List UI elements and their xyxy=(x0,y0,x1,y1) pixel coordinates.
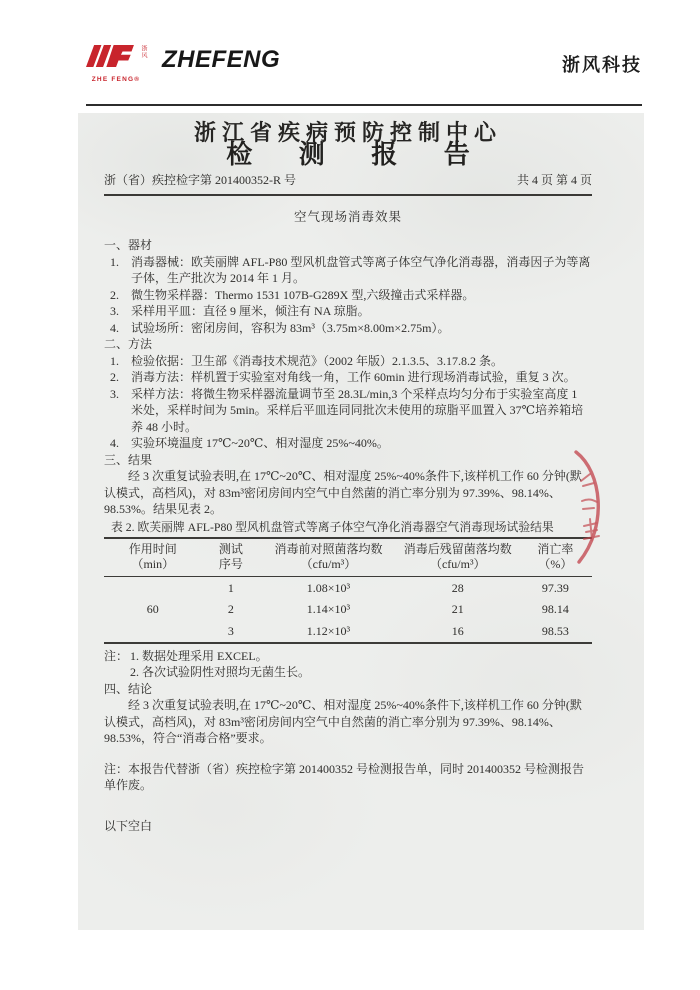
list-item xyxy=(110,320,592,337)
cell-before: 1.12×10³ xyxy=(306,623,351,638)
item-number: 1. xyxy=(110,353,119,368)
col-header-after: 消毒后残留菌落均数 （cfu/m³） xyxy=(397,538,519,577)
table-notes xyxy=(104,648,592,681)
notes-label: 注： xyxy=(104,648,129,663)
item-text: 消毒方法：样机置于实验室对角线一角，工作 60min 进行现场消毒试验，重复 3 次。 xyxy=(131,370,576,384)
cell-rate: 98.53 xyxy=(541,623,569,638)
section-result-heading: 三、结果 xyxy=(104,452,153,467)
cell-test-no: 1 xyxy=(227,580,234,595)
col-header-time: 作用时间 （min） xyxy=(104,538,202,577)
scanned-document xyxy=(78,113,644,930)
report-subject: 空气现场消毒效果 xyxy=(293,209,402,224)
note-item: 2. 各次试验阴性对照均无菌生长。 xyxy=(130,665,311,679)
cell-rate: 98.14 xyxy=(541,602,569,616)
list-item xyxy=(110,254,592,287)
letterhead-divider xyxy=(86,104,642,106)
logo-vertical-text: 浙风 xyxy=(140,45,146,60)
zhefeng-logo-icon xyxy=(86,44,138,76)
table-caption: 表 2. 欧芙丽牌 AFL-P80 型风机盘管式等离子体空气净化消毒器空气消毒现场试验结果 xyxy=(111,519,554,534)
table-header-row xyxy=(104,538,592,577)
cell-test-no: 3 xyxy=(227,623,234,638)
zhefeng-logo xyxy=(86,44,146,84)
section-method-heading: 二、方法 xyxy=(104,337,153,351)
list-item xyxy=(110,435,592,452)
col-header-rate: 消亡率 （%） xyxy=(519,538,592,577)
item-number: 2. xyxy=(110,287,119,302)
conclusion-paragraph: 经 3 次重复试验表明,在 17℃~20℃、相对湿度 25%~40%条件下,该样机工作 60 分钟(默认模式，高档风)，对 83m³密闭房间内空气中自然菌的消亡率分别为 97.39%、98.14%、98.53%，符合“消毒合格”要求。 xyxy=(104,698,582,745)
end-of-report-marker: 以下空白 xyxy=(104,818,153,833)
list-item xyxy=(110,386,592,436)
item-number: 3. xyxy=(110,304,119,318)
document-number: 浙（省）疾控检字第 201400352-R 号 xyxy=(104,173,297,187)
item-text: 微生物采样器：Thermo 1531 107B-G289X 型,六级撞击式采样器。 xyxy=(131,287,475,302)
item-number: 1. xyxy=(110,254,119,269)
cell-after: 16 xyxy=(451,623,464,638)
cell-before: 1.08×10³ xyxy=(306,580,351,595)
cell-after: 28 xyxy=(451,580,464,595)
item-number: 2. xyxy=(110,370,119,384)
logo-caption: ZHE FENG® xyxy=(91,76,141,84)
item-text: 检验依据：卫生部《消毒技术规范》（2002 年版）2.1.3.5、3.17.8.2 条。 xyxy=(131,353,504,368)
item-text: 消毒器械：欧芙丽牌 AFL-P80 型风机盘管式等离子体空气净化消毒器，消毒因子为等离子体，生产批次为 2014 年 1 月。 xyxy=(131,254,591,285)
pagination: 共 4 页 第 4 页 xyxy=(516,173,592,187)
cell-rate: 97.39 xyxy=(541,580,569,595)
report-body xyxy=(78,113,644,834)
item-text: 采样用平皿：直径 9 厘米，倾注有 NA 琼脂。 xyxy=(131,304,370,318)
document-number-row xyxy=(104,172,592,196)
cell-test-no: 2 xyxy=(227,602,234,616)
cell-after: 21 xyxy=(451,602,464,616)
brand-wordmark: ZHEFENG xyxy=(162,46,281,74)
list-item xyxy=(110,303,592,320)
company-name-cn: 浙风科技 xyxy=(562,55,642,75)
list-item xyxy=(110,353,592,370)
cell-before: 1.14×10³ xyxy=(306,602,351,616)
item-text: 采样方法：将微生物采样器流量调节至 28.3L/min,3 个采样点均匀分布于实验室高度 1 米处，采样时间为 5min。采样后平皿连同同批次未使用的琼脂平皿置入 37℃培养箱培养 48 小时。 xyxy=(131,386,584,434)
col-header-before: 消毒前对照菌落均数 （cfu/m³） xyxy=(260,538,397,577)
issuing-organization: 浙江省疾病预防控制中心 xyxy=(193,120,502,145)
section-apparatus-heading: 一、器材 xyxy=(104,238,153,252)
replacement-note: 注：本报告代替浙（省）疾控检字第 201400352 号检测报告单，同时 201400352 号检测报告单作废。 xyxy=(104,761,585,792)
letterhead xyxy=(86,42,642,86)
result-paragraph: 经 3 次重复试验表明,在 17℃~20℃、相对湿度 25%~40%条件下,该样机工作 60 分钟(默认模式，高档风)，对 83m³密闭房间内空气中自然菌的消亡率分别为 97.39%、98.14%、98.53%。结果见表 2。 xyxy=(104,469,582,516)
section-conclusion-heading: 四、结论 xyxy=(104,681,153,696)
item-number: 4. xyxy=(110,436,119,450)
list-item xyxy=(110,287,592,304)
report-content xyxy=(104,237,592,834)
col-header-test-no: 测试 序号 xyxy=(202,538,261,577)
note-item: 1. 数据处理采用 EXCEL。 xyxy=(130,648,268,663)
results-table xyxy=(104,537,592,644)
list-item xyxy=(110,369,592,386)
item-number: 4. xyxy=(110,320,119,335)
item-text: 实验环境温度 17℃~20℃、相对湿度 25%~40%。 xyxy=(131,436,389,450)
item-text: 试验场所：密闭房间，容积为 83m³（3.75m×8.00m×2.75m）。 xyxy=(131,320,450,335)
brand-block xyxy=(86,44,280,84)
report-title: 检 测 报 告 xyxy=(226,139,490,169)
cell-time: 60 xyxy=(146,602,159,616)
item-number: 3. xyxy=(110,386,119,401)
table-row xyxy=(104,577,592,599)
